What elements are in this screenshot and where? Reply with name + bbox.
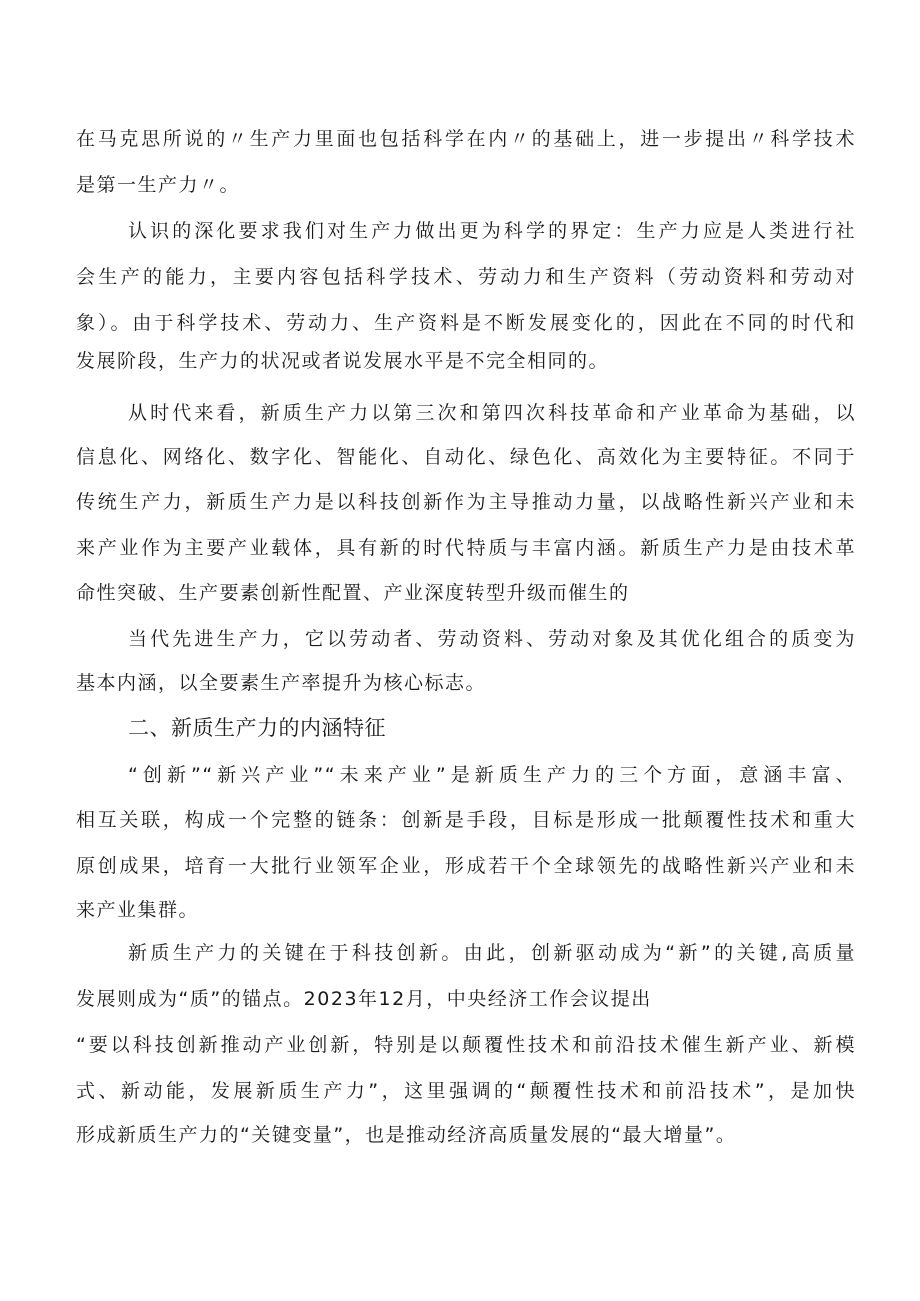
text-line: 传统生产力，新质生产力是以科技创新作为主导推动力量，以战略性新兴产业和未 <box>76 491 856 513</box>
text-line: 相互关联，构成一个完整的链条：创新是手段，目标是形成一批颠覆性技术和重大 <box>76 809 856 831</box>
text-line: 式、新动能，发展新质生产力”，这里强调的“颠覆性技术和前沿技术”，是加快 <box>76 1080 856 1102</box>
text-line: 会生产的能力，主要内容包括科学技术、劳动力和生产资料（劳动资料和劳动对 <box>76 266 856 288</box>
text-line: 新质生产力的关键在于科技创新。由此，创新驱动成为“新”的关键,高质量 <box>128 942 856 964</box>
section-heading: 二、新质生产力的内涵特征 <box>128 716 386 740</box>
text-line: “创新”“新兴产业”“未来产业”是新质生产力的三个方面，意涵丰富、 <box>128 764 856 786</box>
text-line: 认识的深化要求我们对生产力做出更为科学的界定：生产力应是人类进行社 <box>128 220 856 242</box>
text-line: 来产业作为主要产业载体，具有新的时代特质与丰富内涵。新质生产力是由技术革 <box>76 537 856 559</box>
text-line: 信息化、网络化、数字化、智能化、自动化、绿色化、高效化为主要特征。不同于 <box>76 446 856 468</box>
text-line: “要以科技创新推动产业创新，特别是以颠覆性技术和前沿技术催生新产业、新模 <box>76 1034 856 1056</box>
text-line: 在马克思所说的〃生产力里面也包括科学在内〃的基础上，进一步提出〃科学技术 <box>76 128 856 150</box>
text-line: 象）。由于科学技术、劳动力、生产资料是不断发展变化的，因此在不同的时代和 <box>76 312 856 334</box>
text-line: 命性突破、生产要素创新性配置、产业深度转型升级而催生的 <box>76 582 630 604</box>
text-line: 基本内涵，以全要素生产率提升为核心标志。 <box>76 672 487 694</box>
text-line: 发展则成为“质”的锚点。2023年12月，中央经济工作会议提出 <box>76 988 652 1010</box>
text-line: 从时代来看，新质生产力以第三次和第四次科技革命和产业革命为基础，以 <box>128 402 856 424</box>
text-line: 当代先进生产力，它以劳动者、劳动资料、劳动对象及其优化组合的质变为 <box>128 628 856 650</box>
text-line: 发展阶段，生产力的状况或者说发展水平是不完全相同的。 <box>76 350 610 372</box>
text-line: 形成新质生产力的“关键变量”，也是推动经济高质量发展的“最大增量”。 <box>76 1124 737 1146</box>
text-line: 是第一生产力〃。 <box>76 174 241 196</box>
text-line: 原创成果，培育一大批行业领军企业，形成若干个全球领先的战略性新兴产业和未 <box>76 855 856 877</box>
text-line: 来产业集群。 <box>76 899 200 921</box>
